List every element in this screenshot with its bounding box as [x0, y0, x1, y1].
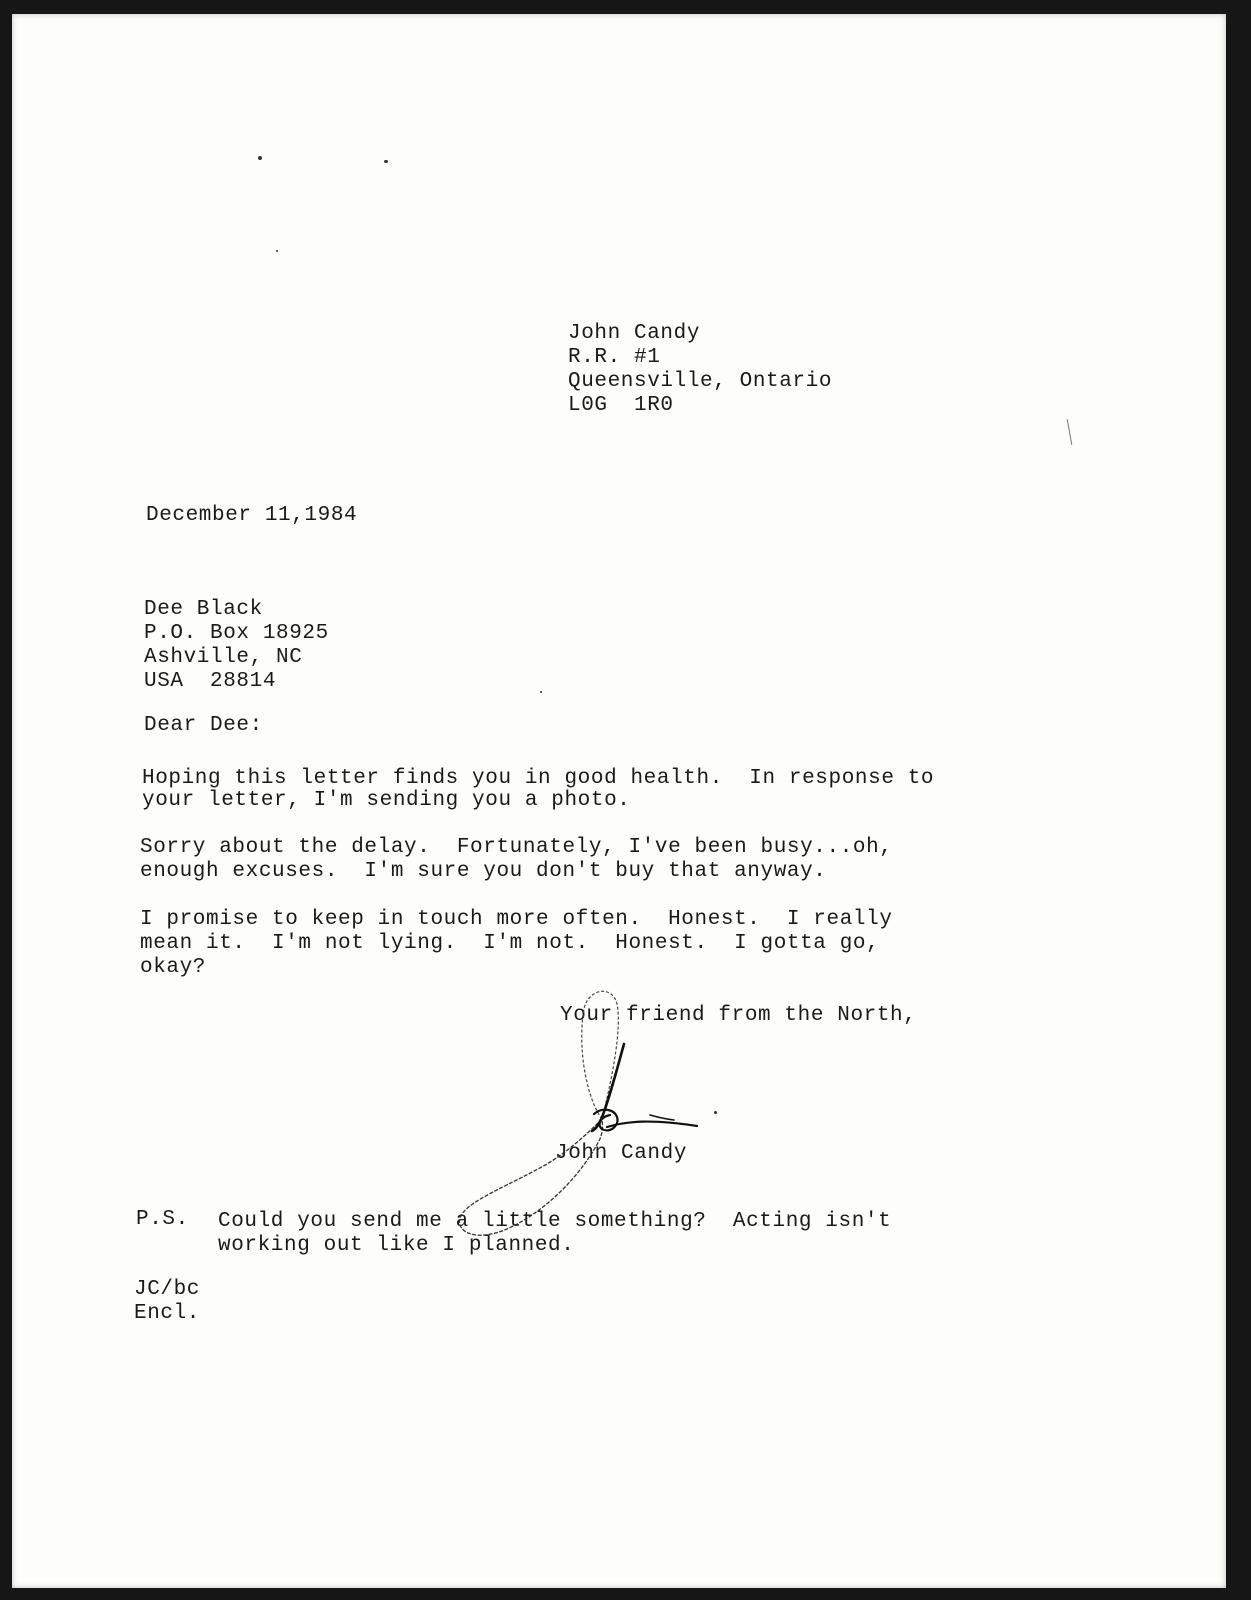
paper-speck — [1067, 419, 1072, 445]
sender-address-line: R.R. #1 — [568, 346, 661, 369]
enclosure-note: Encl. — [134, 1302, 201, 1325]
paper-speck — [276, 250, 278, 252]
body-line: enough excuses. I'm sure you don't buy that anyway. — [140, 860, 827, 883]
paper-speck — [384, 160, 388, 163]
salutation: Dear Dee: — [144, 714, 263, 737]
paper-speck — [258, 156, 262, 160]
signature-name: John Candy — [555, 1142, 688, 1165]
paper-speck — [540, 691, 542, 693]
sender-postal-code: L0G 1R0 — [568, 394, 674, 417]
letter-date: December 11,1984 — [146, 504, 358, 527]
postscript-line: Could you send me a little something? Acting isn't — [218, 1210, 892, 1233]
recipient-address-line: USA 28814 — [144, 670, 277, 693]
reference-initials: JC/bc — [134, 1278, 201, 1301]
recipient-name: Dee Black — [144, 598, 263, 621]
handwritten-signature — [452, 989, 752, 1259]
letter-page — [12, 14, 1226, 1588]
body-line: mean it. I'm not lying. I'm not. Honest. I gotta go, — [140, 932, 880, 955]
body-line: Hoping this letter finds you in good health. In response to — [142, 767, 935, 790]
sender-name: John Candy — [568, 322, 701, 345]
body-line: I promise to keep in touch more often. Honest. I really — [140, 908, 893, 931]
postscript-label: P.S. — [136, 1208, 189, 1231]
postscript-line: working out like I planned. — [218, 1234, 575, 1257]
closing: Your friend from the North, — [560, 1004, 917, 1027]
body-line: your letter, I'm sending you a photo. — [142, 789, 631, 812]
body-line: okay? — [140, 956, 207, 979]
sender-address-line: Queensville, Ontario — [568, 370, 833, 393]
recipient-address-line: Ashville, NC — [144, 646, 303, 669]
recipient-address-line: P.O. Box 18925 — [144, 622, 329, 645]
body-line: Sorry about the delay. Fortunately, I've been busy...oh, — [140, 836, 893, 859]
